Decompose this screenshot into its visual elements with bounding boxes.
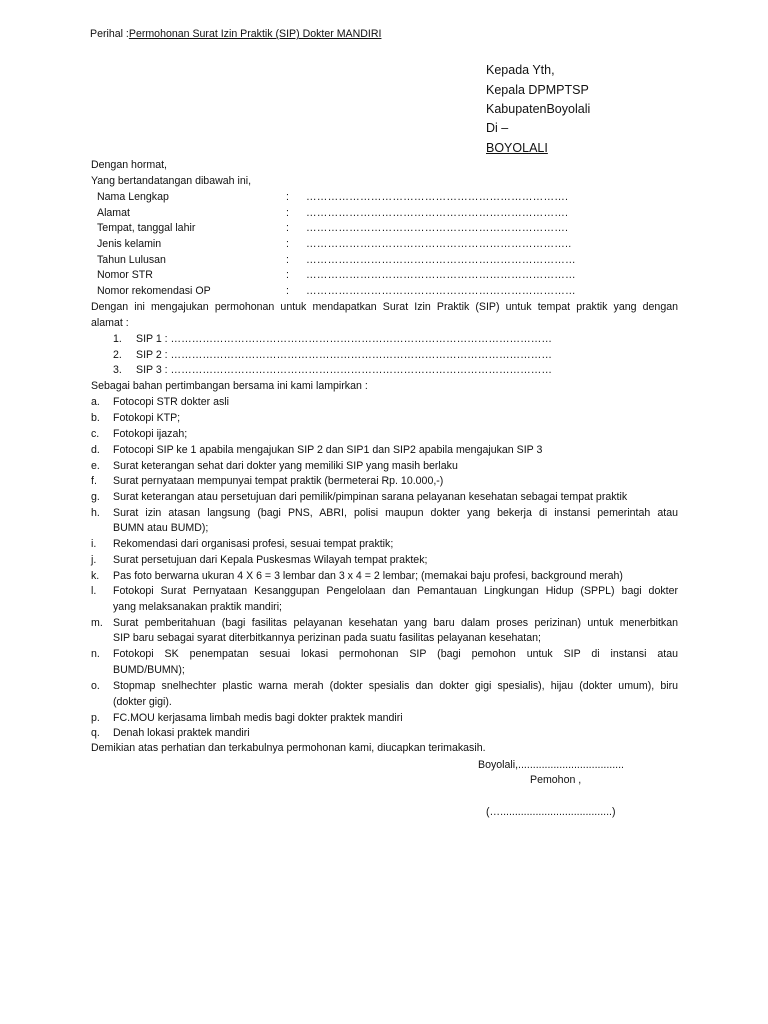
- address-line: Kepala DPMPTSP: [486, 83, 589, 97]
- item-label: m.: [91, 617, 103, 629]
- item-text: Pas foto berwarna ukuran 4 X 6 = 3 lembar dan 3 x 4 = 2 lembar; (memakai baju profesi, background merah): [113, 570, 623, 582]
- item-text: Surat persetujuan dari Kepala Puskesmas Wilayah tempat praktek;: [113, 554, 428, 566]
- item-label: k.: [91, 570, 100, 582]
- item-text: Denah lokasi praktek mandiri: [113, 727, 250, 739]
- item-label: o.: [91, 680, 100, 692]
- item-label: i.: [91, 538, 97, 550]
- item-text: Fotokopi Surat Pernyataan Kesanggupan Pengelolaan dan Pemantauan Lingkungan Hidup (SPPL) bagi dokter: [113, 585, 678, 597]
- item-label: p.: [91, 712, 100, 724]
- signature-blank: (…......................................): [486, 806, 616, 818]
- item-text-cont: SIP baru sebagai syarat diterbitkannya perizinan pada suatu fasilitas pelayanan kesehatan;: [113, 632, 541, 644]
- field-blank: ……………………………………………………………….: [306, 207, 569, 219]
- item-label: c.: [91, 428, 100, 440]
- item-text-cont: yang melaksanakan praktik mandiri;: [113, 601, 282, 613]
- item-text: Surat pemberitahuan (bagi fasilitas pelayanan kesehatan yang baru dalam proses perizinan) untuk menerbitkan: [113, 617, 678, 629]
- item-text: Fotokopi ijazah;: [113, 428, 188, 440]
- subject-line: [90, 28, 381, 40]
- item-text: Surat pernyataan mempunyai tempat praktik (bermeterai Rp. 10.000,-): [113, 475, 444, 487]
- place-date: Boyolali,....................................: [478, 759, 625, 771]
- attachments-intro: Sebagai bahan pertimbangan bersama ini kami lampirkan :: [91, 380, 368, 392]
- field-colon: :: [286, 207, 289, 219]
- field-label: Nomor rekomendasi OP: [97, 285, 211, 297]
- field-blank: ……………………………………………………………….: [306, 191, 569, 203]
- item-text: FC.MOU kerjasama limbah medis bagi dokter praktek mandiri: [113, 712, 403, 724]
- item-text: Surat keterangan atau persetujuan dari pemilik/pimpinan sarana pelayanan kesehatan sebagai tempat praktik: [113, 491, 628, 503]
- field-label: Nomor STR: [97, 269, 153, 281]
- address-line: KabupatenBoyolali: [486, 102, 591, 116]
- request-text-cont: alamat :: [91, 317, 129, 329]
- field-label: Tahun Lulusan: [97, 254, 166, 266]
- field-label: Tempat, tanggal lahir: [97, 222, 196, 234]
- field-colon: :: [286, 238, 289, 250]
- item-text: Fotocopi SIP ke 1 apabila mengajukan SIP 2 dan SIP1 dan SIP2 apabila mengajukan SIP 3: [113, 444, 543, 456]
- subject-prefix: Perihal :: [90, 28, 129, 40]
- item-text: Fotokopi SK penempatan sesuai lokasi permohonan SIP (bagi pemohon untuk SIP di instansi atau: [113, 648, 678, 660]
- item-label: d.: [91, 444, 100, 456]
- item-label: l.: [91, 585, 97, 597]
- field-blank: …………………………………………………………………: [306, 254, 576, 266]
- greeting: Dengan hormat,: [91, 159, 167, 171]
- address-line: Kepada Yth,: [486, 63, 555, 77]
- item-label: a.: [91, 396, 100, 408]
- subject-text: Permohonan Surat Izin Praktik (SIP) Dokter MANDIRI: [128, 28, 382, 40]
- item-text: Fotokopi KTP;: [113, 412, 181, 424]
- field-blank: …………………………………………………………………: [306, 285, 576, 297]
- item-text: Surat keterangan sehat dari dokter yang memiliki SIP yang masih berlaku: [113, 460, 458, 472]
- item-label: q.: [91, 727, 100, 739]
- item-label: h.: [91, 507, 100, 519]
- sip-line: SIP 2 : ………………………………………………………………………………………………: [136, 349, 552, 361]
- field-colon: :: [286, 254, 289, 266]
- field-blank: ………………………………………………………………..: [306, 238, 572, 250]
- sip-line: SIP 1 : ………………………………………………………………………………………………: [136, 333, 552, 345]
- intro-text: Yang bertandatangan dibawah ini,: [91, 175, 252, 187]
- item-label: e.: [91, 460, 100, 472]
- item-text: Rekomendasi dari organisasi profesi, sesuai tempat praktik;: [113, 538, 394, 550]
- field-colon: :: [286, 191, 289, 203]
- item-label: j.: [91, 554, 97, 566]
- sip-number: 2.: [113, 349, 122, 361]
- item-label: f.: [91, 475, 97, 487]
- field-label: Nama Lengkap: [97, 191, 169, 203]
- request-text: Dengan ini mengajukan permohonan untuk mendapatkan Surat Izin Praktik (SIP) untuk tempat praktik yang dengan: [91, 301, 678, 313]
- field-blank: ……………………………………………………………….: [306, 222, 569, 234]
- item-label: g.: [91, 491, 100, 503]
- item-text: Surat izin atasan langsung (bagi PNS, ABRI, polisi maupun dokter yang bekerja di instansi pemerintah atau: [113, 507, 678, 519]
- address-line: Di –: [486, 121, 509, 135]
- item-text-cont: BUMD/BUMN);: [113, 664, 185, 676]
- closing-text: Demikian atas perhatian dan terkabulnya permohonan kami, diucapkan terimakasih.: [91, 742, 486, 754]
- item-label: n.: [91, 648, 100, 660]
- address-city: BOYOLALI: [486, 141, 548, 155]
- sip-line: SIP 3 : ………………………………………………………………………………………………: [136, 364, 552, 376]
- field-colon: :: [286, 269, 289, 281]
- item-text-cont: BUMN atau BUMD);: [113, 522, 209, 534]
- applicant-label: Pemohon ,: [530, 774, 582, 786]
- sip-number: 3.: [113, 364, 122, 376]
- item-label: b.: [91, 412, 100, 424]
- item-text-cont: (dokter gigi).: [113, 696, 172, 708]
- sip-number: 1.: [113, 333, 122, 345]
- item-text: Stopmap snelhechter plastic warna merah (dokter spesialis dan dokter gigi spesialis), hijau (dokter umum), biru: [113, 680, 678, 692]
- field-colon: :: [286, 285, 289, 297]
- field-label: Jenis kelamin: [97, 238, 162, 250]
- item-text: Fotocopi STR dokter asli: [113, 396, 229, 408]
- field-colon: :: [286, 222, 289, 234]
- field-label: Alamat: [97, 207, 130, 219]
- field-blank: …………………………………………………………………: [306, 269, 576, 281]
